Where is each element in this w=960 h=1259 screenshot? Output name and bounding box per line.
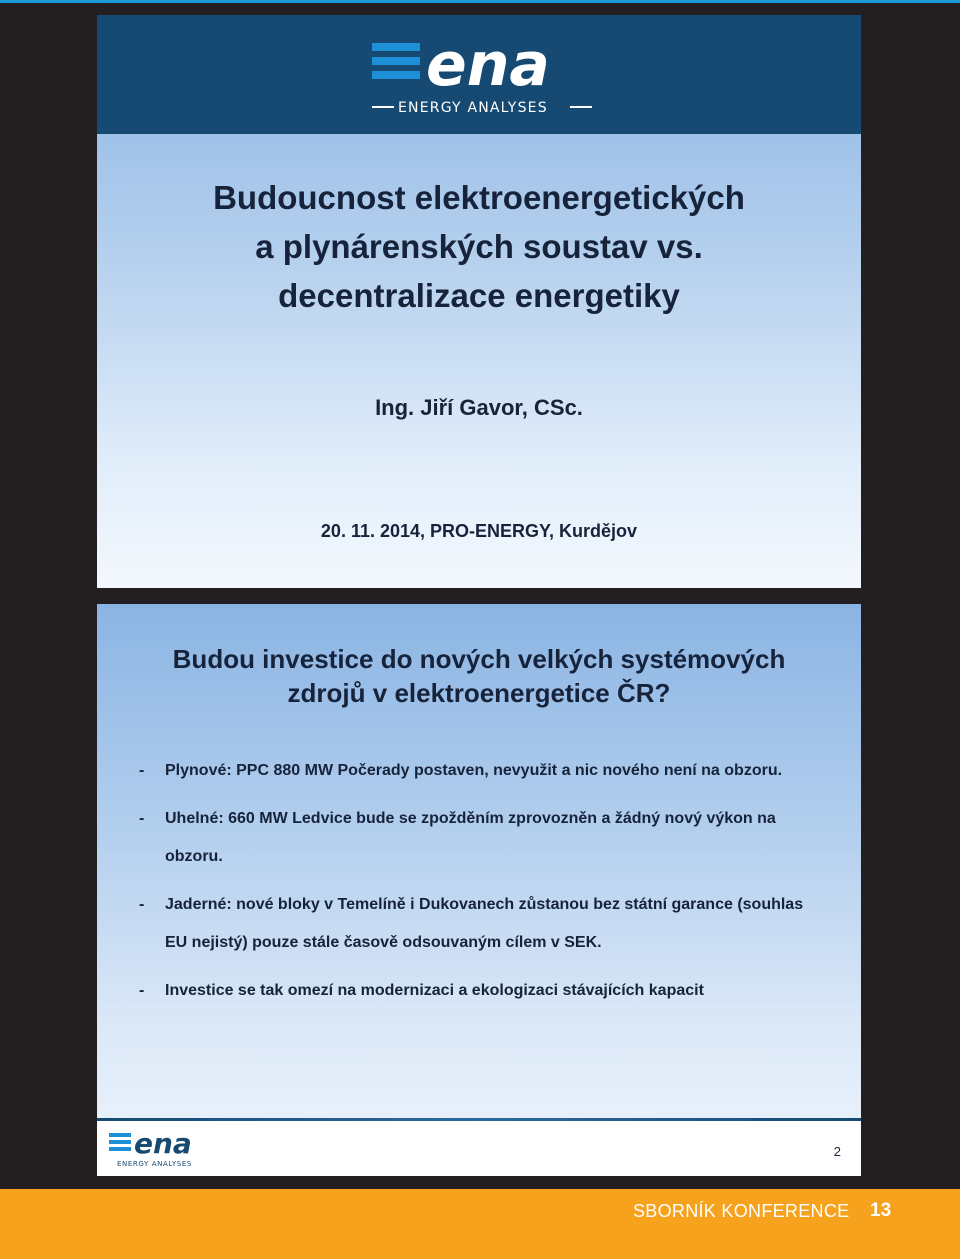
logo-bar <box>372 57 420 65</box>
bullet-marker: - <box>139 896 145 913</box>
slide-title-text <box>97 642 861 710</box>
logo-bar <box>109 1140 131 1144</box>
list-item <box>139 752 829 790</box>
title-line: zdrojů v elektroenergetice ČR? <box>287 678 671 708</box>
title-line: a plynárenských soustav vs. <box>255 228 703 265</box>
bullet-text: Investice se tak omezí na modernizaci a ekologizaci stávajících kapacit <box>165 982 704 999</box>
top-rule <box>0 0 960 3</box>
ena-logo <box>372 37 602 117</box>
proceedings-label: SBORNÍK KONFERENCE <box>633 1201 850 1221</box>
footer-rule <box>97 1118 861 1121</box>
list-item <box>139 886 829 962</box>
title-line: decentralizace energetiky <box>278 277 680 314</box>
ena-logo-small <box>109 1130 219 1170</box>
bullet-marker: - <box>139 982 145 999</box>
event-info: 20. 11. 2014, PRO-ENERGY, Kurdějov <box>320 521 638 541</box>
logo-bar <box>109 1133 131 1137</box>
logo-tagline: ENERGY ANALYSES <box>398 100 548 116</box>
title-line: Budoucnost elektroenergetických <box>213 179 745 216</box>
bullet-text: Uhelné: 660 MW Ledvice bude se zpožděním zprovozněn a žádný nový výkon na obzoru. <box>165 810 776 865</box>
logo-bar <box>109 1147 131 1151</box>
page-number: 13 <box>870 1200 892 1221</box>
bullet-text: Plynové: PPC 880 MW Počerady postaven, nevyužit a nic nového není na obzoru. <box>165 762 783 779</box>
slide-footer <box>97 1118 861 1176</box>
logo-tagline: ENERGY ANALYSES <box>117 1160 192 1168</box>
list-item <box>139 972 829 1010</box>
slide-header <box>97 15 861 134</box>
bullet-marker: - <box>139 810 145 827</box>
footer-band <box>0 1189 960 1259</box>
logo-bar <box>372 43 420 51</box>
bullet-text: Jaderné: nové bloky v Temelíně i Dukovanech zůstanou bez státní garance (souhlas EU nejistý) pouze stále časově odsouvaným cílem v SEK. <box>165 896 804 951</box>
logo-wordmark: ena <box>134 1130 192 1160</box>
author: Ing. Jiří Gavor, CSc. <box>375 395 583 420</box>
logo-wordmark: ena <box>426 37 550 100</box>
bullet-marker: - <box>139 762 145 779</box>
slide-title-text <box>97 173 861 320</box>
title-line: Budou investice do nových velkých systémových <box>172 644 786 674</box>
bullet-list <box>139 752 829 1020</box>
slide-investments <box>97 604 861 1176</box>
list-item <box>139 800 829 876</box>
slide-page-number: 2 <box>833 1144 841 1159</box>
logo-bar <box>372 71 420 79</box>
slide-title <box>97 15 861 588</box>
